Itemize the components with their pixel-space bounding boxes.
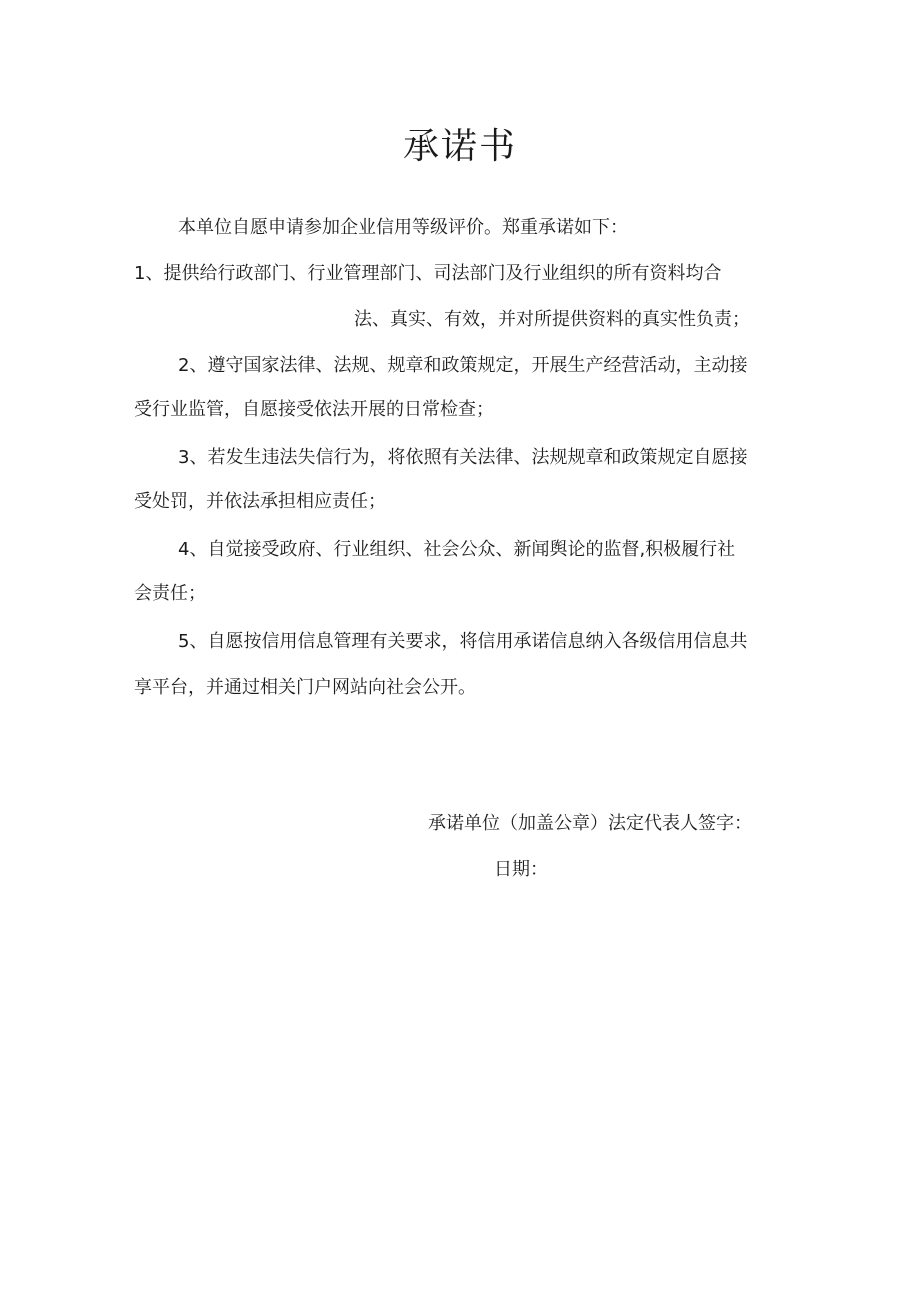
item-1-line-1: 1、提供给行政部门、行业管理部门、司法部门及行业组织的所有资料均合 [134,263,722,284]
item-2-line-1: 2、遵守国家法律、法规、规章和政策规定，开展生产经营活动，主动接 [178,355,748,376]
item-3-line-1: 3、若发生违法失信行为，将依照有关法律、法规规章和政策规定自愿接 [178,447,748,468]
item-4-line-2: 会责任； [134,583,206,604]
item-4-line-1: 4、自觉接受政府、行业组织、社会公众、新闻舆论的监督,积极履行社 [178,539,736,560]
date-label: 日期： [494,859,548,880]
document-title: 承诺书 [402,126,517,167]
item-5-line-2: 享平台，并通过相关门户网站向社会公开。 [134,677,476,698]
item-3-line-2: 受处罚，并依法承担相应责任； [134,491,386,512]
item-2-line-2: 受行业监管，自愿接受依法开展的日常检查； [134,399,494,420]
signature-line: 承诺单位（加盖公章）法定代表人签字： [428,813,752,834]
intro-text: 本单位自愿申请参加企业信用等级评价。郑重承诺如下： [178,217,628,238]
item-5-line-1: 5、自愿按信用信息管理有关要求，将信用承诺信息纳入各级信用信息共 [178,631,748,652]
item-1-line-2: 法、真实、有效，并对所提供资料的真实性负责； [354,309,750,330]
